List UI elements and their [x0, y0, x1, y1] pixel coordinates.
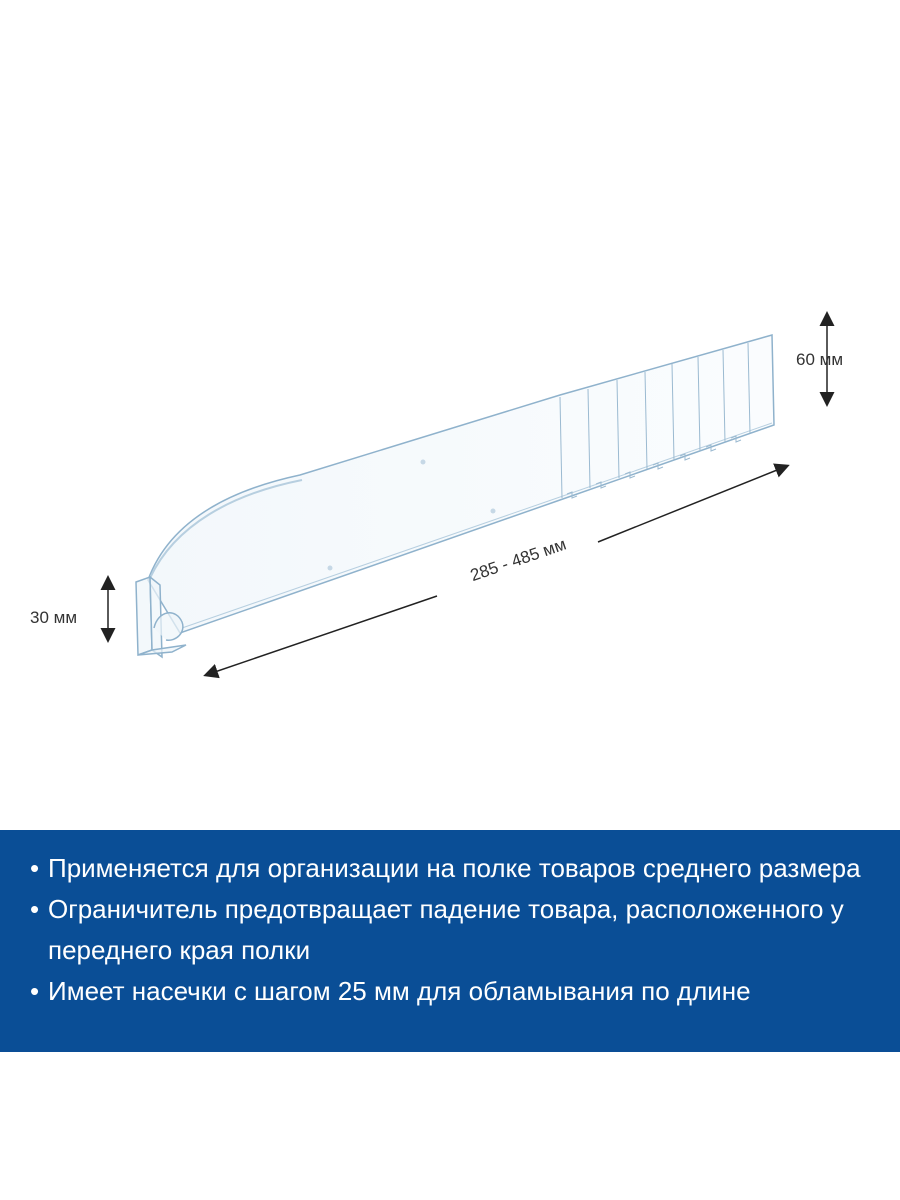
front-height-label: 30 мм — [30, 608, 78, 627]
feature-item — [30, 889, 870, 971]
back-height-label: 60 мм — [796, 350, 844, 369]
feature-item — [30, 848, 870, 889]
feature-text: Имеет насечки с шагом 25 мм для обламывания по длине — [48, 976, 751, 1006]
feature-text: Ограничитель предотвращает падение товара, расположенного у переднего края полки — [48, 894, 844, 965]
feature-text: Применяется для организации на полке товаров среднего размера — [48, 853, 861, 883]
back-height-dimension — [796, 314, 843, 404]
bullet-icon: • — [30, 853, 40, 883]
front-height-dimension — [30, 578, 108, 640]
bullet-icon: • — [30, 976, 40, 1006]
length-label: 285 - 485 мм — [467, 534, 569, 586]
feature-item — [30, 971, 870, 1012]
features-list — [30, 848, 870, 1012]
features-banner — [0, 830, 900, 1052]
divider-panel — [148, 335, 774, 633]
bullet-icon: • — [30, 894, 40, 924]
